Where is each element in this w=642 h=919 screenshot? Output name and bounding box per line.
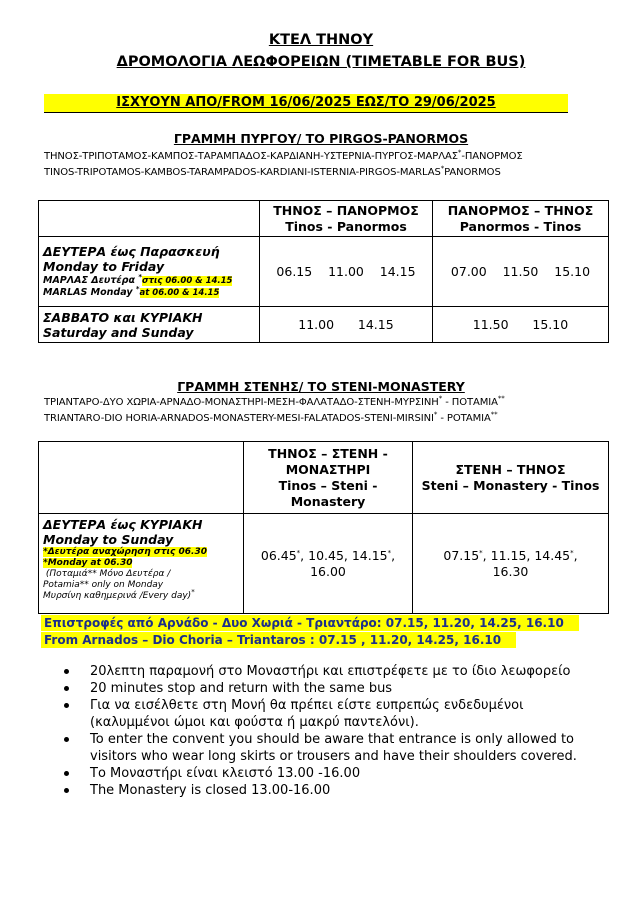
line2-timetable [38,441,609,614]
list-item: To enter the convent you should be aware that entrance is only allowed to visitors who wear long skirts or trousers and have their shoulders covered. [64,731,594,765]
line2-route-english: TRIANTARO-DIO HORIA-ARNADOS-MONASTERY-MESI-FALATADOS-STENI-MIRSINI* - POTAMIA** [44,410,498,424]
line2-daily-times-out: 06.45*, 10.45, 14.15*, 16.00 [244,514,413,614]
line1-title: ΓΡΑΜΜΗ ΠΥΡΓΟΥ/ ΤΟ PIRGOS-PANORMOS [173,131,469,146]
line1-weekday-times-out: 06.15 11.00 14.15 [260,237,433,307]
line1-route-english: TINOS-TRIPOTAMOS-KAMBOS-TARAMPADOS-KARDIANI-ISTERNIA-PIRGOS-MARLAS*PANORMOS [44,164,501,178]
bullet-icon [64,788,69,793]
list-item: 20 minutes stop and return with the same bus [64,680,594,697]
line2-title: ΓΡΑΜΜΗ ΣΤΕΝΗΣ/ ΤΟ STENI-MONASTERY [177,379,465,394]
validity-banner: ΙΣΧΥΟΥΝ ΑΠΟ/FROM 16/06/2025 ΕΩΣ/ΤΟ 29/06/2025 [44,94,568,113]
bullet-icon [64,737,69,742]
bullet-icon [64,669,69,674]
return-times-english: From Arnados – Dio Choria – Triantaros : 07.15 , 11.20, 14.25, 16.10 [41,632,516,648]
notes-list [64,663,594,799]
line2-daily-times-back: 07.15*, 11.15, 14.45*, 16.30 [413,514,609,614]
line1-weekend-times-back: 11.50 15.10 [433,307,609,343]
line1-weekend-label: ΣΑΒΒΑΤΟ και ΚΥΡΙΑΚΗ Saturday and Sunday [39,307,260,343]
page-subtitle: ΔΡΟΜΟΛΟΓΙΑ ΛΕΩΦΟΡΕΙΩΝ (TIMETABLE FOR BUS) [116,54,526,70]
line2-corner-cell [39,442,244,514]
line1-weekend-times-out: 11.00 14.15 [260,307,433,343]
line2-route-greek: ΤΡΙΑΝΤΑΡΟ-ΔΥΟ ΧΩΡΙΑ-ΑΡΝΑΔΟ-ΜΟΝΑΣΤΗΡΙ-ΜΕΣΗ-ΦΑΛΑΤΑΔΟ-ΣΤΕΝΗ-ΜΥΡΣΙΝΗ* - ΠΟΤΑΜΙΑ** [44,394,505,408]
list-item: 20λεπτη παραμονή στο Μοναστήρι και επιστρέφετε με το ίδιο λεωφορείο [64,663,594,680]
list-item: Το Μοναστήρι είναι κλειστό 13.00 -16.00 [64,765,594,782]
bullet-icon [64,703,69,708]
line1-corner-cell [39,201,260,237]
list-item: The Monastery is closed 13.00-16.00 [64,782,594,799]
line2-col-tinos-steni: ΤΗΝΟΣ – ΣΤΕΝΗ - ΜΟΝΑΣΤΗΡΙ Tinos – Steni - Monastery [244,442,413,514]
line1-col-tinos-panormos: ΤΗΝΟΣ – ΠΑΝΟΡΜΟΣ Tinos - Panormos [260,201,433,237]
line1-weekday-times-back: 07.00 11.50 15.10 [433,237,609,307]
bullet-icon [64,771,69,776]
line1-weekday-label: ΔΕΥΤΕΡΑ έως Παρασκευή Monday to Friday ΜΑΡΛΑΣ Δευτέρα *στις 06.00 & 14.15 MARLAS Monday *at 06.00 & 14.15 [39,237,260,307]
line1-timetable [38,200,609,343]
line2-daily-label: ΔΕΥΤΕΡΑ έως ΚΥΡΙΑΚΗ Monday to Sunday *Δευτέρα αναχώρηση στις 06.30 *Monday at 06.30 (Ποταμιά** Μόνο Δευτέρα / Potamia** only on Monday Μυρσίνη καθημερινά /Every day)* [39,514,244,614]
return-times-greek: Επιστροφές από Αρνάδο - Δυο Χωριά - Τριαντάρο: 07.15, 11.20, 14.25, 16.10 [41,615,579,631]
line2-col-steni-tinos: ΣΤΕΝΗ – ΤΗΝΟΣ Steni – Monastery - Tinos [413,442,609,514]
page-title: ΚΤΕΛ ΤΗΝΟΥ [268,32,374,48]
list-item: Για να εισέλθετε στη Μονή θα πρέπει είστε ευπρεπώς ενδεδυμένοι (καλυμμένοι ώμοι και φούστα ή μακρύ παντελόνι). [64,697,594,731]
bullet-icon [64,686,69,691]
line1-col-panormos-tinos: ΠΑΝΟΡΜΟΣ – ΤΗΝΟΣ Panormos - Tinos [433,201,609,237]
line1-route-greek: ΤΗΝΟΣ-ΤΡΙΠΟΤΑΜΟΣ-ΚΑΜΠΟΣ-ΤΑΡΑΜΠΑΔΟΣ-ΚΑΡΔΙΑΝΗ-ΥΣΤΕΡΝΙΑ-ΠΥΡΓΟΣ-ΜΑΡΛΑΣ*-ΠΑΝΟΡΜΟΣ [44,148,523,162]
